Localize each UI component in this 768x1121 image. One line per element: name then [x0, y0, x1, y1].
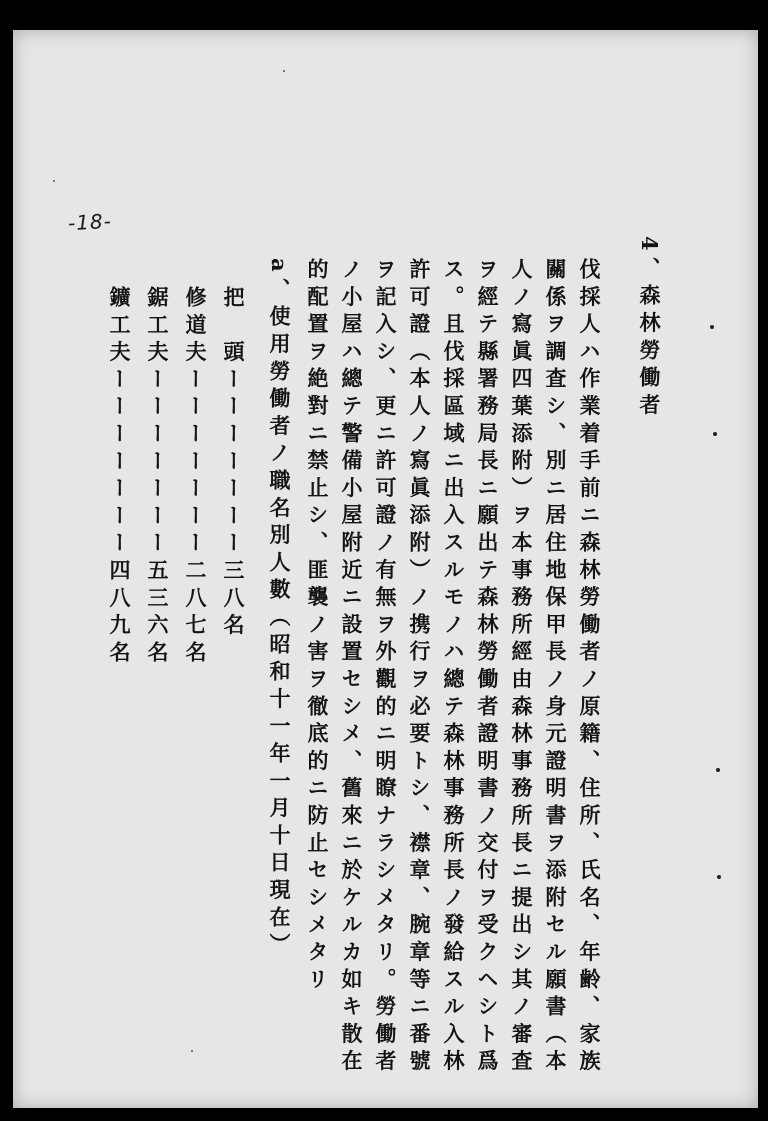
text-column-6: 許可證（本人ノ寫眞添附）ノ携行ヲ必要トシ、襟章、腕章等ニ番號: [407, 258, 432, 1077]
text-column-8: ノ小屋ハ總テ警備小屋附近ニ設置セシメ、舊來ニ於ケルカ如キ散在: [339, 258, 364, 1077]
text-column-5: ス。且伐採區域ニ出入スルモノハ總テ森林事務所長ノ發給スル入林: [441, 258, 466, 1077]
staff-count-heading: a、使用勞働者ノ職名別人數（昭和十一年一月十日現在）: [267, 258, 292, 961]
document-page: [13, 30, 758, 1108]
text-column-4: ヲ經テ縣署務局長ニ願出テ森林勞働者證明書ノ交付ヲ受クヘシト爲: [475, 258, 500, 1077]
text-column-1: 伐採人ハ作業着手前ニ森林勞働者ノ原籍、住所、氏名、年齢、家族: [577, 258, 602, 1077]
text-column-7: ヲ記入シ、更ニ許可證ノ有無ヲ外觀的ニ明瞭ナラシメタリ。勞働者: [373, 258, 398, 1077]
scan-speck: [717, 875, 721, 879]
scan-speck: [713, 432, 717, 436]
section-heading: 4、森林勞働者: [637, 236, 662, 421]
text-column-9: 的配置ヲ絶對ニ禁止シ、匪襲ノ害ヲ徹底的ニ防止セシメタリ: [305, 258, 330, 996]
scan-speck: [53, 180, 55, 182]
staff-row-road-repair: 修道夫ーーーーーーー二八七名: [183, 286, 208, 669]
scan-speck: [191, 1050, 193, 1052]
text-column-2: 關係ヲ調査シ、別ニ居住地保甲長ノ身元證明書ヲ添附セル願書（本: [543, 258, 568, 1077]
staff-row-saw-worker: 鋸工夫ーーーーーーー五三六名: [145, 286, 170, 669]
scan-speck: [716, 768, 720, 772]
page-number: -18-: [67, 208, 113, 236]
staff-row-foreman: 把 頭ーーーーーーー三八名: [221, 286, 246, 641]
staff-row-laborer: 鑛工夫ーーーーーーー四八九名: [107, 286, 132, 669]
scan-speck: [283, 70, 285, 72]
text-column-3: 人ノ寫眞四葉添附）ヲ本事務所經由森林事務所長ニ提出シ其ノ審査: [509, 258, 534, 1077]
scan-speck: [710, 325, 714, 329]
